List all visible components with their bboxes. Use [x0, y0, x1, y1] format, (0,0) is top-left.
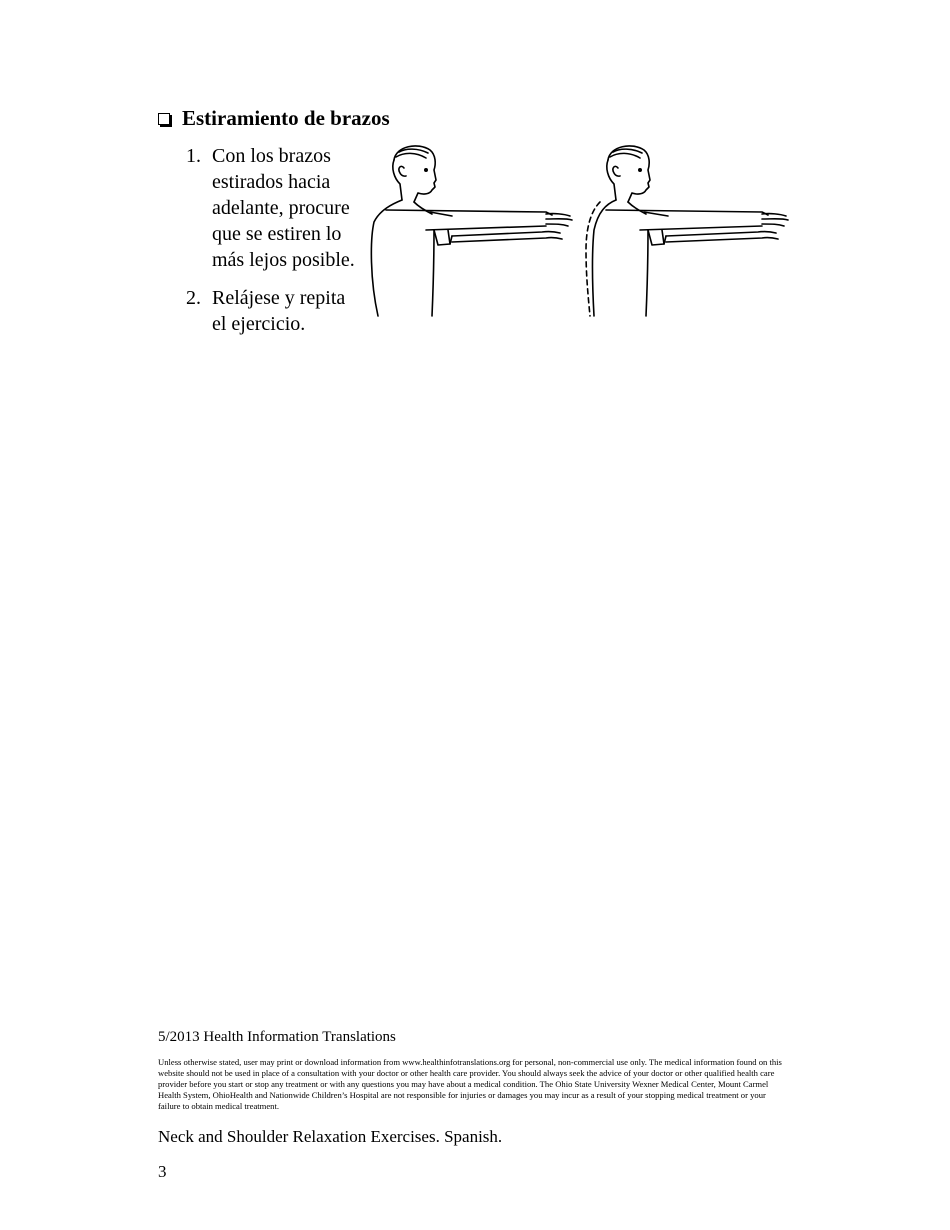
page-number: 3: [158, 1162, 167, 1181]
footer-disclaimer: Unless otherwise stated, user may print or download information from www.healthinfotranslations.org for personal, non-commercial use only. The medical information found on this website should not be used in place of a consultation with your doctor or other health care provider. You should always seek the advice of your doctor or other qualified health care provider before you start or stop any treatment or with any questions you may have about a medical condition. The Ohio State University Wexner Medical Center, Mount Carmel Health System, OhioHealth and Nationwide Children’s Hospital are not responsible for injuries or damages you may incur as a result of your stopping medical treatment or your failure to obtain medical treatment.: [158, 1057, 782, 1111]
document-title: Neck and Shoulder Relaxation Exercises. Spanish.: [158, 1127, 503, 1146]
section-title: Estiramiento de brazos: [182, 106, 390, 130]
step-list: [186, 143, 366, 349]
checkbox-icon[interactable]: [158, 113, 170, 125]
list-item: [186, 143, 366, 273]
section-heading: [158, 106, 390, 131]
step-number: 2.: [186, 287, 201, 309]
footer-date-org: 5/2013 Health Information Translations: [158, 1029, 396, 1045]
arm-stretch-figure-posture-icon: [578, 140, 918, 325]
step-number: 1.: [186, 145, 201, 167]
step-text: Relájese y repita el ejercicio.: [212, 287, 346, 335]
list-item: [186, 285, 366, 337]
step-text: Con los brazos estirados hacia adelante, procure que se estiren lo más lejos posible.: [212, 145, 355, 271]
